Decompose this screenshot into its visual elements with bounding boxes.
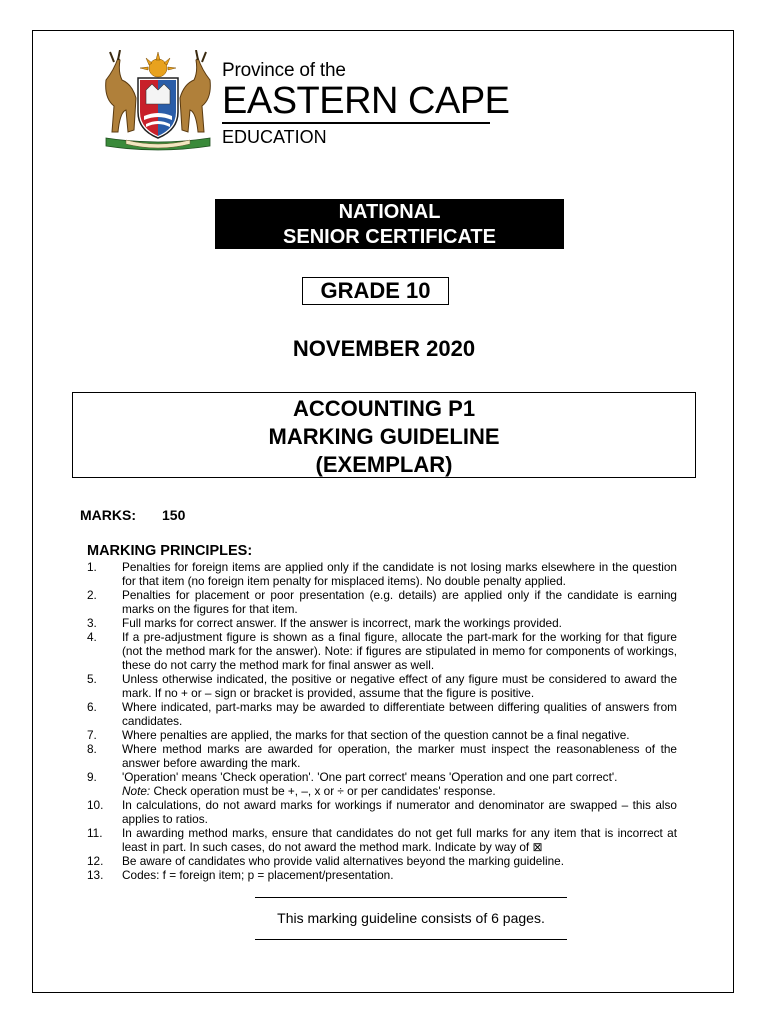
- paper-title-box: [72, 392, 696, 478]
- list-item: 2. Penalties for placement or poor presentation (e.g. details) are applied only if the candidate is earning marks on the figures for that item.: [87, 588, 677, 616]
- list-item: 3. Full marks for correct answer. If the answer is incorrect, mark the workings provided.: [87, 616, 562, 630]
- list-item: 7. Where penalties are applied, the marks for that section of the question cannot be a final negative.: [87, 728, 630, 742]
- paper-subject: ACCOUNTING P1: [292, 396, 476, 421]
- principles-list: [87, 560, 677, 882]
- list-item: 5. Unless otherwise indicated, the positive or negative effect of any figure must be considered to award the mark. If no + or – sign or bracket is provided, assume that the figure is positive.: [87, 672, 677, 700]
- marks-label: MARKS:: [80, 507, 136, 523]
- list-item: 4. If a pre-adjustment figure is shown as a final figure, allocate the part-mark for the working for that figure (not the method mark for the answer). Note: if figures are stipulated in memo for components of workings, these do not carry the method mark for final answer as well.: [87, 630, 677, 672]
- footer-bottom-rule: [255, 939, 567, 940]
- list-item: 1. Penalties for foreign items are applied only if the candidate is not losing marks elsewhere in the question for that item (no foreign item penalty for misplaced items). No double penalty applied.: [87, 560, 677, 588]
- exam-date: NOVEMBER 2020: [292, 336, 476, 361]
- marking-principles: [87, 543, 677, 882]
- list-item: 13. Codes: f = foreign item; p = placement/presentation.: [87, 868, 394, 882]
- list-item: 11. In awarding method marks, ensure that candidates do not get full marks for any item that is incorrect at least in part. In such cases, do not award the method mark. Indicate by way of ⊠: [87, 826, 677, 854]
- coat-of-arms-logo: [92, 50, 224, 154]
- list-item: 12. Be aware of candidates who provide valid alternatives beyond the marking guideline.: [87, 854, 564, 868]
- note-label: Note:: [122, 784, 151, 798]
- wordmark-divider: [222, 122, 490, 124]
- list-item: 6. Where indicated, part-marks may be awarded to differentiate between differing qualities of answers from candidates.: [87, 700, 677, 728]
- certificate-banner: [215, 199, 564, 249]
- grade-label: GRADE 10: [302, 277, 449, 305]
- paper-variant: (EXEMPLAR): [315, 452, 453, 477]
- marks-total: [80, 507, 185, 523]
- paper-type: MARKING GUIDELINE: [268, 424, 500, 449]
- certificate-line-1: NATIONAL: [338, 201, 441, 223]
- certificate-line-2: SENIOR CERTIFICATE: [283, 226, 496, 248]
- department-wordmark: [222, 60, 510, 148]
- marks-value: 150: [162, 507, 186, 523]
- province-name: EASTERN CAPE: [222, 80, 510, 122]
- principles-heading: MARKING PRINCIPLES:: [87, 543, 253, 559]
- page-count-note: This marking guideline consists of 6 pages.: [277, 910, 545, 926]
- department-name: EDUCATION: [222, 127, 327, 147]
- list-item: 10. In calculations, do not award marks for workings if numerator and denominator are swapped – this also applies to ratios.: [87, 798, 677, 826]
- footer-top-rule: [255, 897, 567, 898]
- list-item: 8. Where method marks are awarded for operation, the marker must inspect the reasonableness of the answer before awarding the mark.: [87, 742, 677, 770]
- province-label: Province of the: [222, 60, 346, 81]
- list-item: 9. 'Operation' means 'Check operation'. 'One part correct' means 'Operation and one part correct'. Note: Check operation must be +, –, x or ÷ or per candidates' response.: [87, 770, 618, 798]
